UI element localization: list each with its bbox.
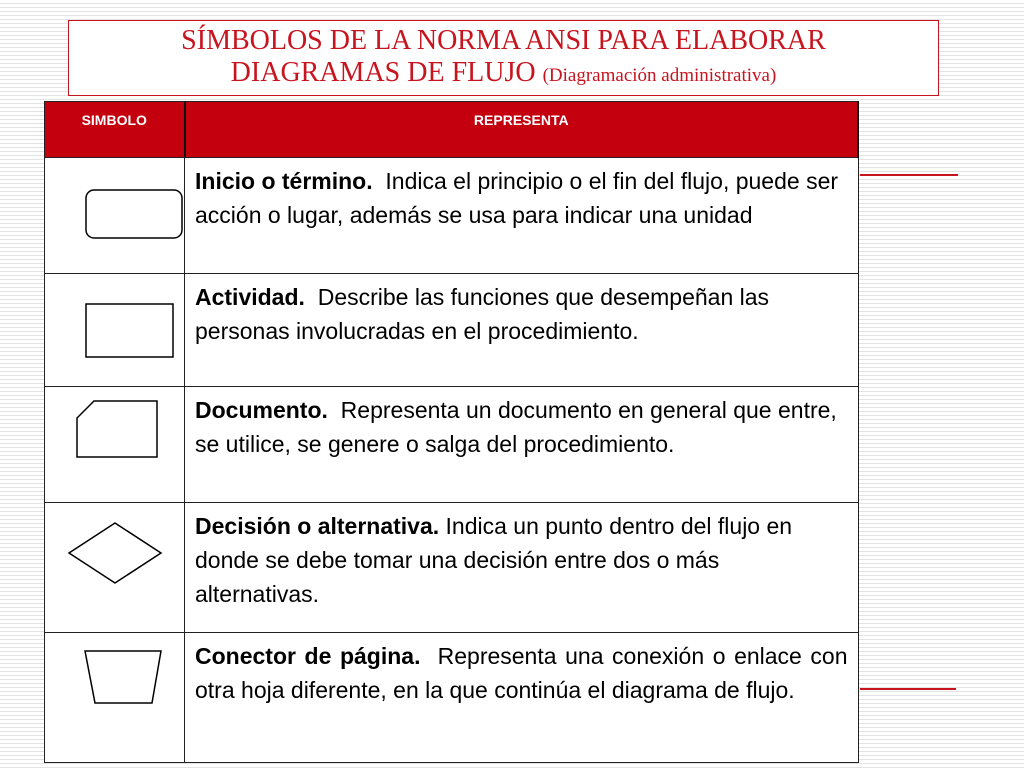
row-description: Describe las funciones que desempeñan las personas involucradas en el procedimiento.	[195, 284, 770, 344]
description-cell	[185, 158, 859, 274]
row-term: Decisión o alternativa.	[195, 513, 440, 539]
table-row	[45, 158, 859, 274]
symbol-cell	[45, 503, 185, 633]
symbols-table	[44, 101, 859, 763]
terminator-icon	[45, 158, 185, 274]
description-cell	[185, 503, 859, 633]
title-subtitle: (Diagramación administrativa)	[542, 65, 777, 86]
decision-icon	[45, 503, 185, 633]
description-cell	[185, 633, 859, 763]
symbol-cell	[45, 274, 185, 387]
description-cell	[185, 387, 859, 503]
row-description: Indica un punto dentro del flujo en donde se debe tomar una decisión entre dos o más alternativas.	[195, 513, 793, 607]
row-term: Inicio o término.	[195, 168, 373, 194]
title-box	[68, 20, 939, 96]
page-connector-icon	[45, 633, 185, 763]
process-icon	[45, 274, 185, 387]
symbol-cell	[45, 387, 185, 503]
decorative-line	[860, 688, 956, 690]
description-cell	[185, 274, 859, 387]
row-term: Documento.	[195, 397, 328, 423]
table-header-row	[45, 102, 859, 158]
title-main: DIAGRAMAS DE FLUJO	[230, 57, 536, 88]
table-row	[45, 387, 859, 503]
column-header-represents: REPRESENTA	[185, 102, 859, 158]
title-line-1: SÍMBOLOS DE LA NORMA ANSI PARA ELABORAR	[181, 25, 826, 56]
row-description: Representa una conexión o enlace con otra hoja diferente, en la que continúa el diagrama de flujo.	[195, 643, 848, 703]
row-description: Representa un documento en general que entre, se utilice, se genere o salga del procedimiento.	[195, 397, 837, 457]
title-line-2	[69, 57, 938, 92]
symbol-cell	[45, 633, 185, 763]
table-row	[45, 633, 859, 763]
column-header-symbol: SIMBOLO	[45, 102, 185, 158]
table-row	[45, 503, 859, 633]
row-term: Actividad.	[195, 284, 305, 310]
table-row	[45, 274, 859, 387]
document-icon	[45, 387, 185, 503]
symbol-cell	[45, 158, 185, 274]
decorative-line	[860, 174, 958, 176]
row-term: Conector de página.	[195, 643, 421, 669]
row-description: Indica el principio o el fin del flujo, puede ser acción o lugar, además se usa para indicar una unidad	[195, 168, 839, 228]
